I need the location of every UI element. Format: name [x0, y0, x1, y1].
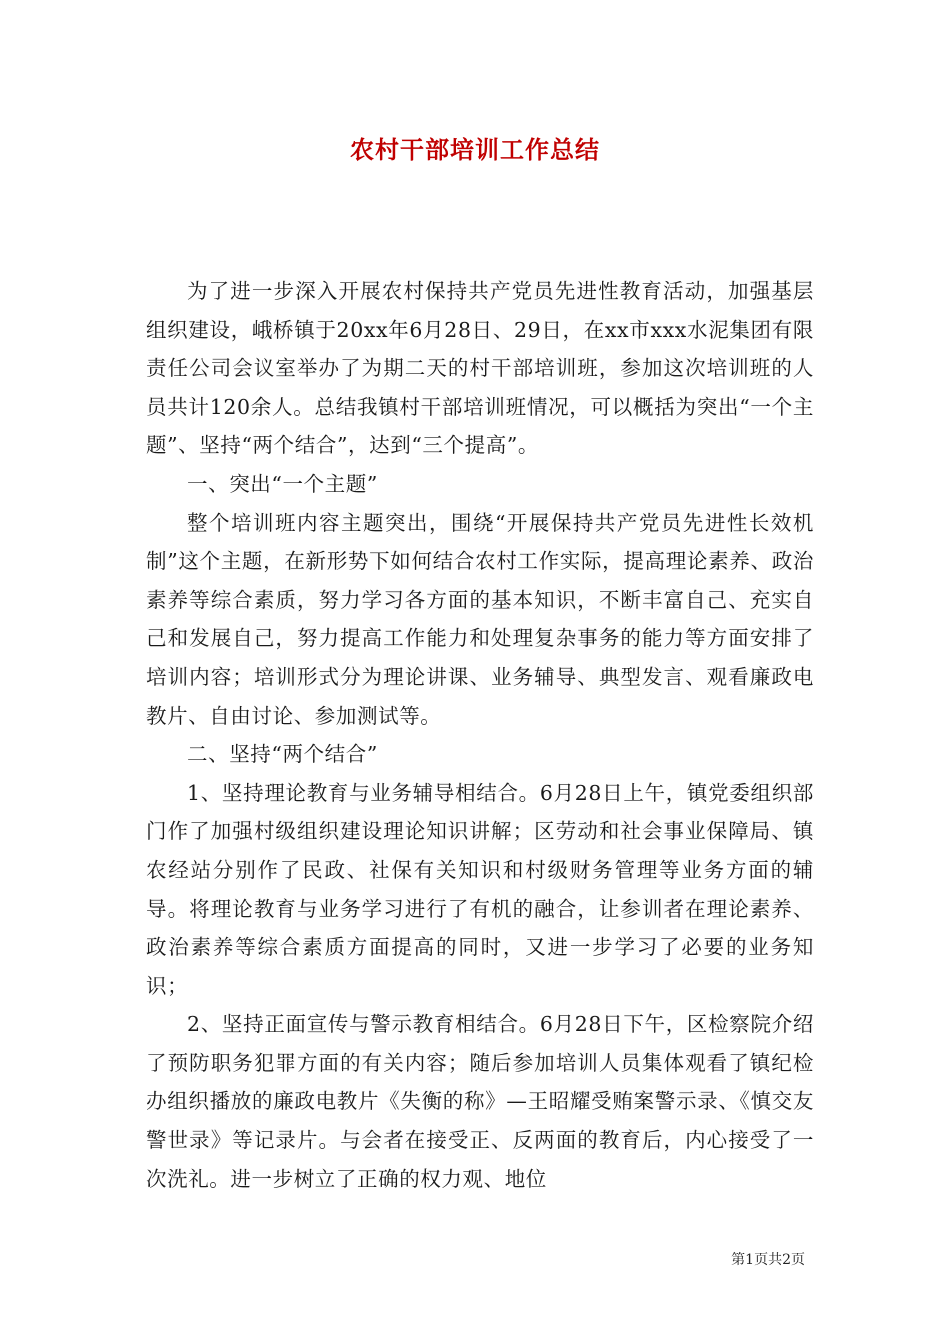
intro-paragraph: 为了进一步深入开展农村保持共产党员先进性教育活动，加强基层组织建设，峨桥镇于20xx年6月28日、29日，在xx市xxx水泥集团有限责任公司会议室举办了为期二天的村干部培训班，参加这次培训班的人员共计120余人。总结我镇村干部培训班情况，可以概括为突出“一个主题”、坚持“两个结合”，达到“三个提高”。 — [146, 279, 814, 458]
page-number: 第1页共2页 — [731, 1252, 805, 1268]
section-2-item-1: 1、坚持理论教育与业务辅导相结合。6月28日上午，镇党委组织部门作了加强村级组织建设理论知识讲解；区劳动和社会事业保障局、镇农经站分别作了民政、社保有关知识和村级财务管理等业务方面的辅导。将理论教育与业务学习进行了有机的融合，让参训者在理论素养、政治素养等综合素质方面提高的同时，又进一步学习了必要的业务知识； — [146, 780, 814, 998]
section-2-item-2: 2、坚持正面宣传与警示教育相结合。6月28日下午，区检察院介绍了预防职务犯罪方面的有关内容；随后参加培训人员集体观看了镇纪检办组织播放的廉政电教片《失衡的称》—王昭耀受贿案警示录、《慎交友警世录》等记录片。与会者在接受正、反两面的教育后，内心接受了一次洗礼。进一步树立了正确的权力观、地位 — [146, 1012, 814, 1191]
section-heading-2: 二、坚持“两个结合” — [187, 742, 378, 767]
section-1-paragraph: 整个培训班内容主题突出，围绕“开展保持共产党员先进性长效机制”这个主题，在新形势下如何结合农村工作实际，提高理论素养、政治素养等综合素质，努力学习各方面的基本知识，不断丰富自己、充实自己和发展自己，努力提高工作能力和处理复杂事务的能力等方面安排了培训内容；培训形式分为理论讲课、业务辅导、典型发言、观看廉政电教片、自由讨论、参加测试等。 — [146, 510, 814, 728]
page-title: 农村干部培训工作总结 — [350, 135, 600, 164]
section-heading-1: 一、突出“一个主题” — [187, 471, 378, 496]
document-body — [146, 272, 814, 1198]
